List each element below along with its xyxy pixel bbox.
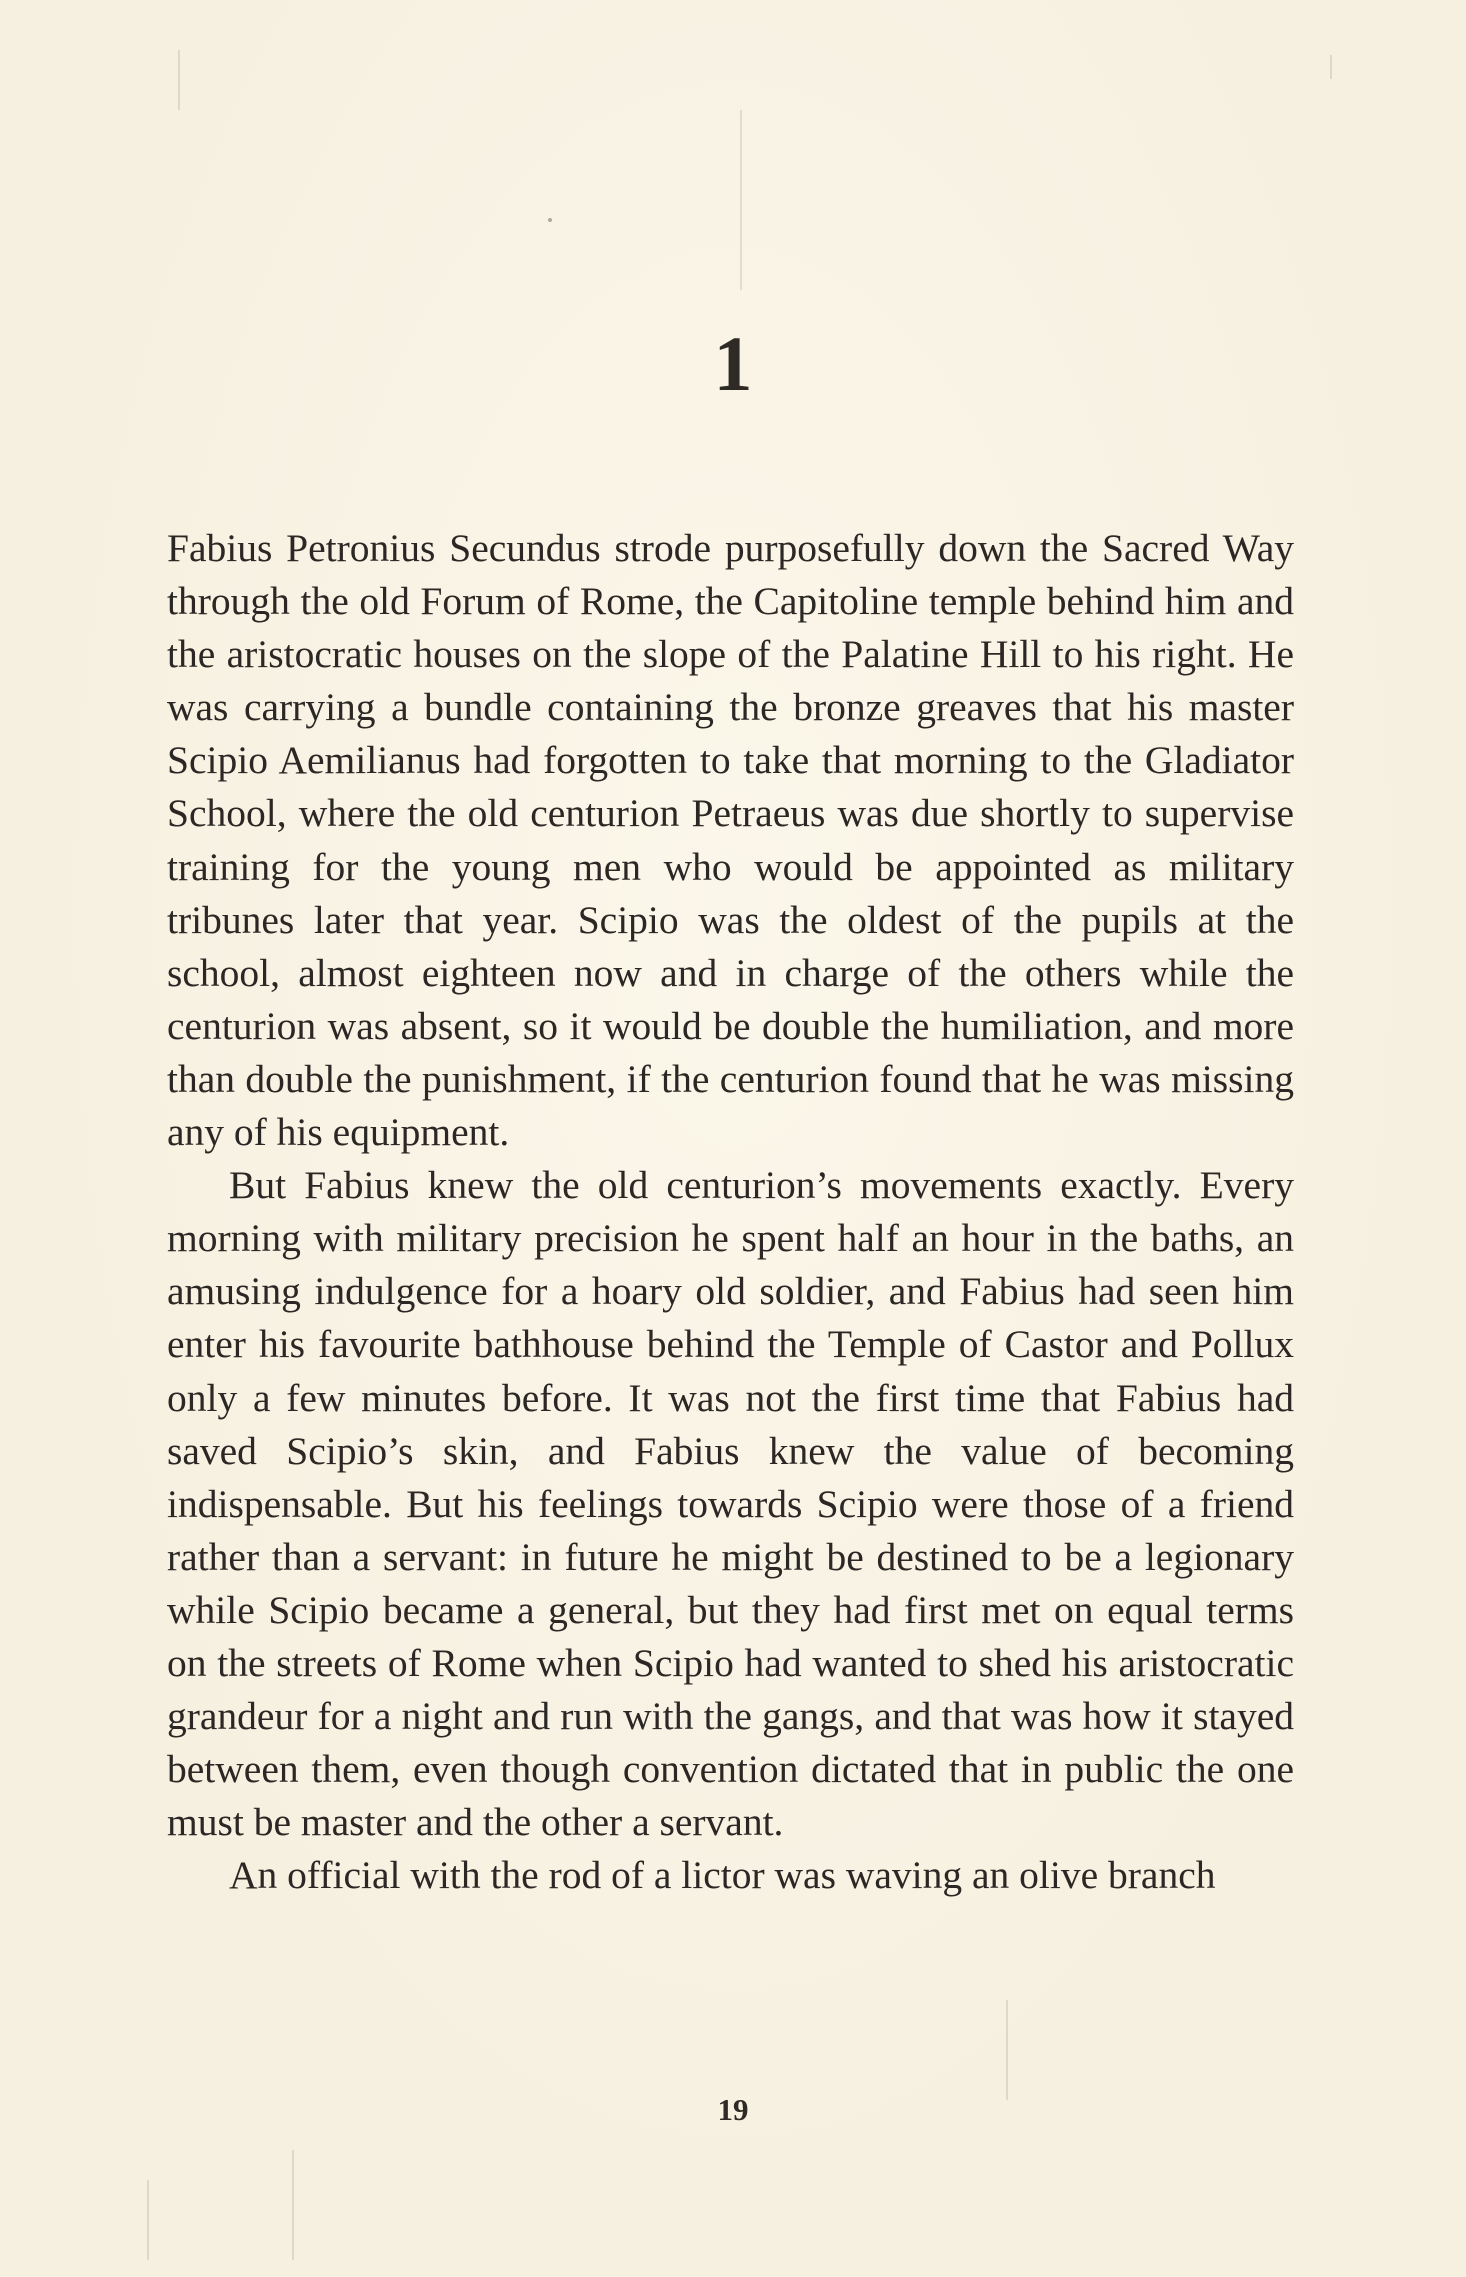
- scan-artifact: [548, 218, 552, 222]
- scan-artifact: [292, 2150, 294, 2260]
- body-text: [167, 522, 1294, 1902]
- scan-artifact: [740, 110, 742, 290]
- scan-artifact: [1006, 2000, 1008, 2100]
- chapter-number: 1: [713, 320, 753, 407]
- scan-artifact: [178, 50, 180, 110]
- scan-artifact: [147, 2180, 149, 2260]
- scan-artifact: [1330, 55, 1332, 79]
- paragraph: Fabius Petronius Secundus strode purposefully down the Sacred Way through the old Forum of Rome, the Capitoline temple behind him and the aristocratic houses on the slope of the Palatine Hill to his right. He was carrying a bundle containing the bronze greaves that his master Scipio Aemilianus had forgotten to take that morning to the Gladiator School, where the old centurion Petraeus was due shortly to supervise training for the young men who would be appointed as military tribunes later that year. Scipio was the oldest of the pupils at the school, almost eighteen now and in charge of the others while the centurion was absent, so it would be double the humiliation, and more than double the punishment, if the centurion found that he was missing any of his equipment.: [167, 526, 1294, 1155]
- paragraph: An official with the rod of a lictor was waving an olive branch: [229, 1853, 1216, 1898]
- paragraph: But Fabius knew the old centurion’s movements exactly. Every morning with military precision he spent half an hour in the baths, an amusing indulgence for a hoary old soldier, and Fabius had seen him enter his favourite bathhouse behind the Temple of Castor and Pollux only a few minutes before. It was not the first time that Fabius had saved Scipio’s skin, and Fabius knew the value of becoming indispensable. But his feelings towards Scipio were those of a friend rather than a servant: in future he might be destined to be a legionary while Scipio became a general, but they had first met on equal terms on the streets of Rome when Scipio had wanted to shed his aristocratic grandeur for a night and run with the gangs, and that was how it stayed between them, even though convention dictated that in public the one must be master and the other a servant.: [167, 1163, 1294, 1845]
- page-number: 19: [717, 2092, 749, 2127]
